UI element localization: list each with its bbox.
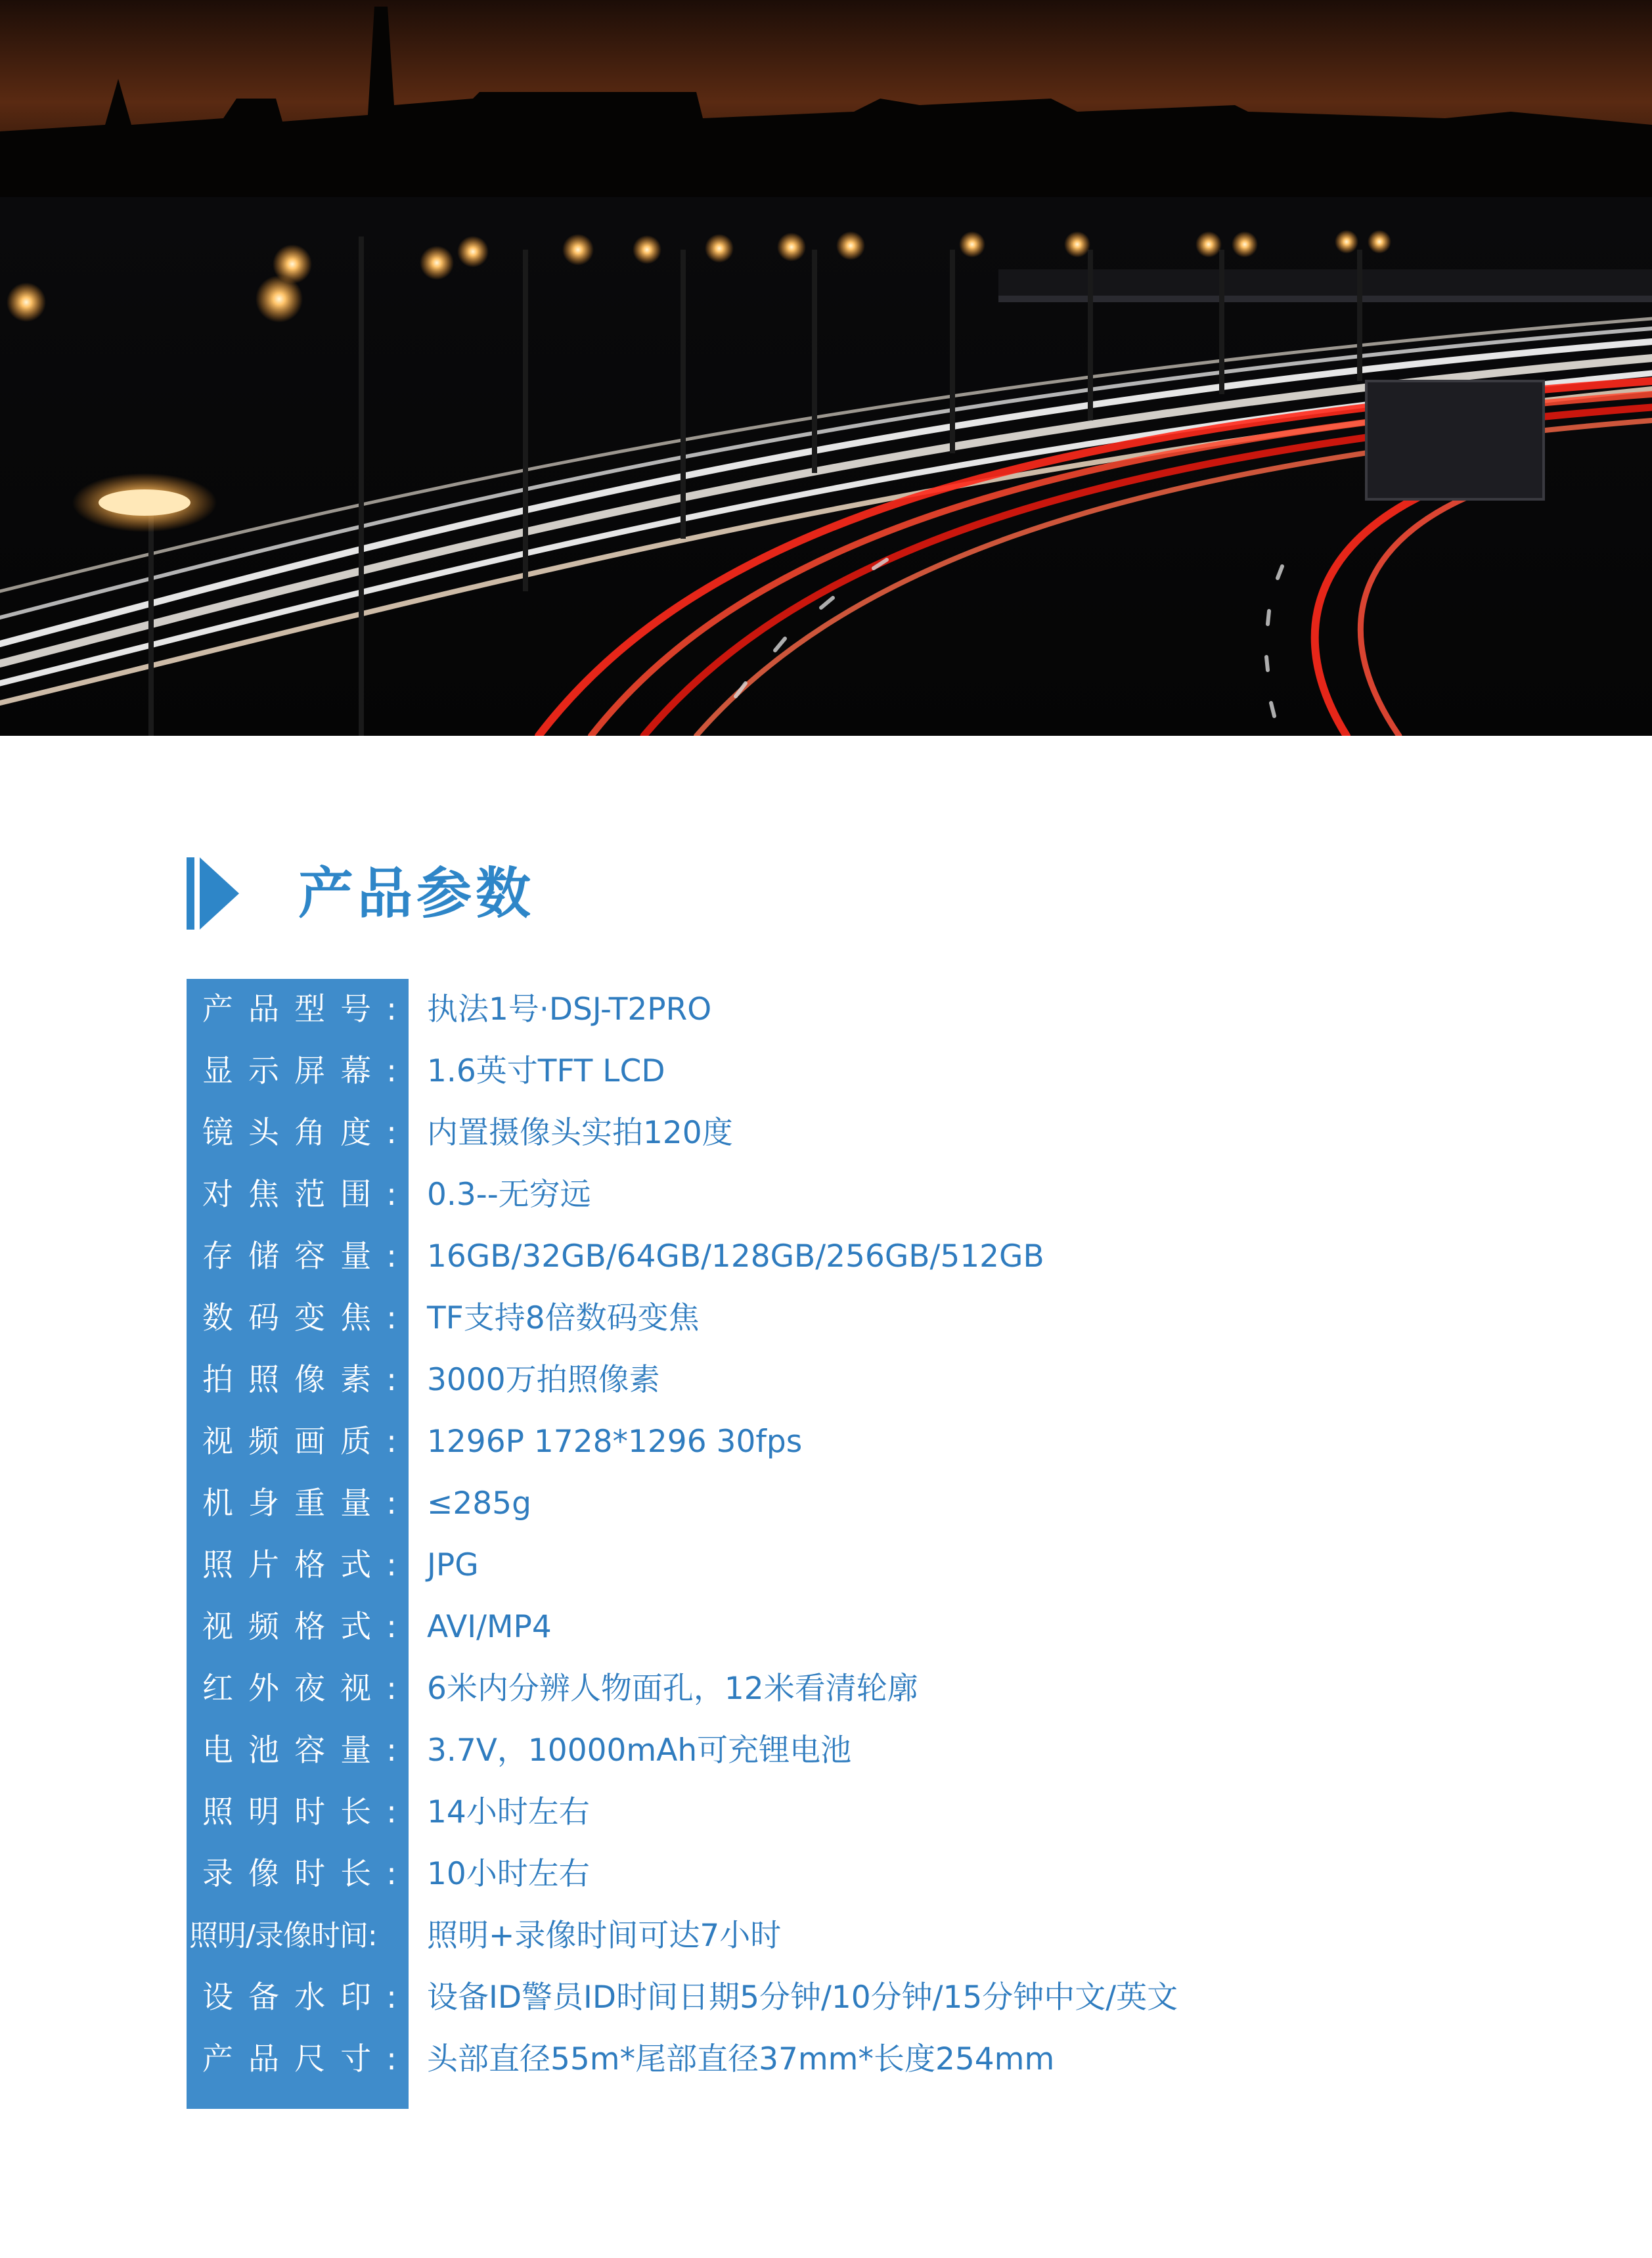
spec-value: 3.7V，10000mAh可充锂电池 [427,1732,852,1769]
spec-label: 视频格式: [202,1609,397,1645]
spec-label: 镜头角度: [202,1115,397,1151]
spec-value: 执法1号·DSJ-T2PRO [427,991,712,1027]
spec-label: 视频画质: [202,1424,397,1460]
spec-value: 10小时左右 [427,1856,590,1892]
spec-row [187,1164,1369,1226]
spec-label: 设备水印: [202,1979,397,2016]
spec-row [187,1596,1369,1658]
spec-row [187,1843,1369,1905]
spec-value: 6米内分辨人物面孔，12米看清轮廓 [427,1671,918,1707]
spec-value: 14小时左右 [427,1794,590,1830]
spec-row [187,979,1369,1041]
spec-value: 1.6英寸TFT LCD [427,1053,665,1089]
spec-value: 内置摄像头实拍120度 [427,1115,733,1151]
spec-row [187,1226,1369,1288]
hero-illustration [0,0,1652,736]
spec-label: 录像时长: [202,1856,397,1892]
spec-label: 产品型号: [202,991,397,1027]
spec-label: 电池容量: [202,1732,397,1769]
spec-value: 1296P 1728*1296 30fps [427,1424,803,1460]
spec-value: 照明+录像时间可达7小时 [427,1918,782,1954]
spec-row [187,1535,1369,1596]
spec-row [187,1905,1369,1967]
spec-value: AVI/MP4 [427,1609,552,1645]
spec-label: 对焦范围: [202,1177,397,1213]
spec-label: 存储容量: [202,1238,397,1275]
spec-label: 拍照像素: [202,1362,397,1398]
spec-row [187,1349,1369,1411]
spec-row [187,1658,1369,1720]
spec-value: 设备ID警员ID时间日期5分钟/10分钟/15分钟中文/英文 [427,1979,1178,2016]
spec-label: 显示屏幕: [202,1053,397,1089]
spec-value: 0.3--无穷远 [427,1177,591,1213]
section-heading [187,854,535,933]
spec-value: ≤285g [427,1485,531,1522]
spec-value: TF支持8倍数码变焦 [427,1300,700,1336]
spec-row [187,1041,1369,1102]
spec-value: 头部直径55m*尾部直径37mm*长度254mm [427,2041,1055,2077]
spec-table [187,979,1369,2090]
spec-label: 红外夜视: [202,1671,397,1707]
spec-value: 3000万拍照像素 [427,1362,660,1398]
spec-row [187,1782,1369,1843]
spec-label: 照明时长: [202,1794,397,1830]
spec-label: 照片格式: [202,1547,397,1583]
hero-night-highway-image [0,0,1652,736]
spec-row [187,1288,1369,1349]
spec-label: 照明/录像时间: [189,1919,377,1953]
spec-label: 数码变焦: [202,1300,397,1336]
play-arrow-icon [187,857,239,930]
spec-label: 产品尺寸: [202,2041,397,2077]
section-title: 产品参数 [298,861,535,926]
spec-row [187,1720,1369,1782]
spec-row [187,1967,1369,2029]
spec-row [187,2029,1369,2090]
spec-row [187,1102,1369,1164]
spec-value: JPG [427,1547,479,1583]
spec-row [187,1411,1369,1473]
spec-label: 机身重量: [202,1485,397,1522]
spec-value: 16GB/32GB/64GB/128GB/256GB/512GB [427,1238,1044,1275]
spec-row [187,1473,1369,1535]
